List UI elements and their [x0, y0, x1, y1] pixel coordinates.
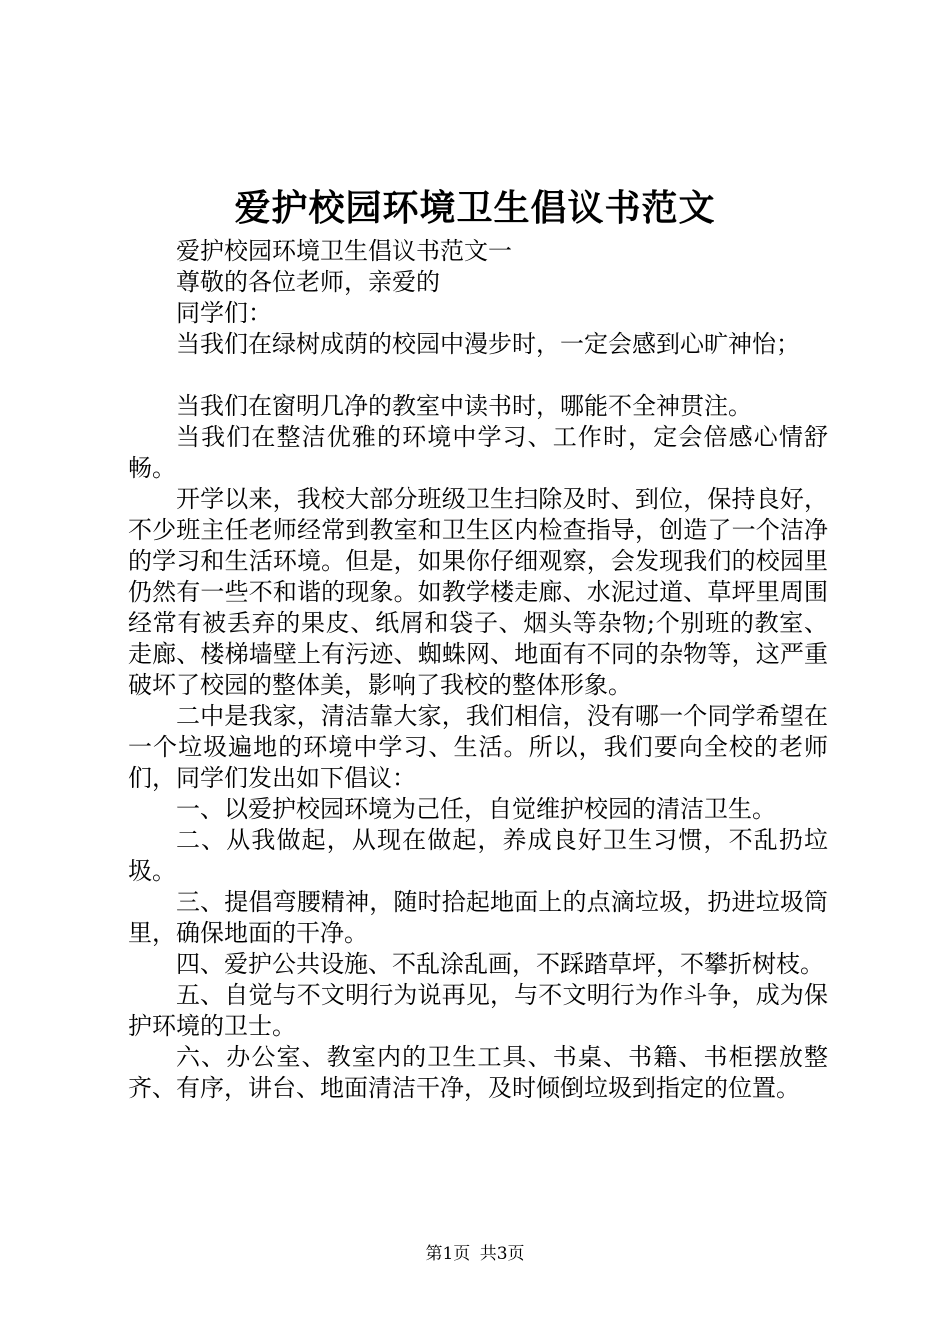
blank-line — [128, 360, 828, 391]
proposal-item-5: 五、自觉与不文明行为说再见，与不文明行为作斗争，成为保护环境的卫士。 — [128, 981, 828, 1040]
proposal-item-3: 三、提倡弯腰精神，随时拾起地面上的点滴垃圾，扔进垃圾筒里，确保地面的干净。 — [128, 888, 828, 947]
document-title: 爱护校园环境卫生倡议书范文 — [234, 187, 716, 229]
proposal-item-4: 四、爱护公共设施、不乱涂乱画，不踩踏草坪，不攀折树枝。 — [176, 950, 824, 978]
paragraph-3: 当我们在整洁优雅的环境中学习、工作时，定会倍感心情舒畅。 — [128, 423, 828, 482]
proposal-item-2: 二、从我做起，从现在做起，养成良好卫生习惯，不乱扔垃圾。 — [128, 826, 828, 885]
document-body — [128, 236, 828, 1104]
paragraph-5: 二中是我家，清洁靠大家，我们相信，没有哪一个同学希望在一个垃圾遍地的环境中学习、生活。所以，我们要向全校的老师们，同学们发出如下倡议： — [128, 702, 828, 792]
proposal-item-1: 一、以爱护校园环境为己任，自觉维护校园的清洁卫生。 — [176, 795, 776, 823]
paragraph-salutation-1: 尊敬的各位老师，亲爱的 — [176, 268, 440, 296]
paragraph-4: 开学以来，我校大部分班级卫生扫除及时、到位，保持良好，不少班主任老师经常到教室和卫生区内检查指导，创造了一个洁净的学习和生活环境。但是，如果你仔细观察，会发现我们的校园里仍然有一些不和谐的现象。如教学楼走廊、水泥过道、草坪里周围经常有被丢弃的果皮、纸屑和袋子、烟头等杂物;个别班的教室、走廊、楼梯墙壁上有污迹、蜘蛛网、地面有不同的杂物等，这严重破坏了校园的整体美，影响了我校的整体形象。 — [128, 485, 828, 699]
paragraph-2: 当我们在窗明几净的教室中读书时，哪能不全神贯注。 — [176, 392, 752, 420]
paragraph-1: 当我们在绿树成荫的校园中漫步时，一定会感到心旷神怡； — [176, 330, 800, 358]
proposal-item-6: 六、办公室、教室内的卫生工具、书桌、书籍、书柜摆放整齐、有序，讲台、地面清洁干净，及时倾倒垃圾到指定的位置。 — [128, 1043, 828, 1102]
paragraph-salutation-2: 同学们： — [176, 299, 272, 327]
page-number-footer: 第1页 共3页 — [425, 1244, 525, 1264]
paragraph-subtitle: 爱护校园环境卫生倡议书范文一 — [176, 237, 512, 265]
